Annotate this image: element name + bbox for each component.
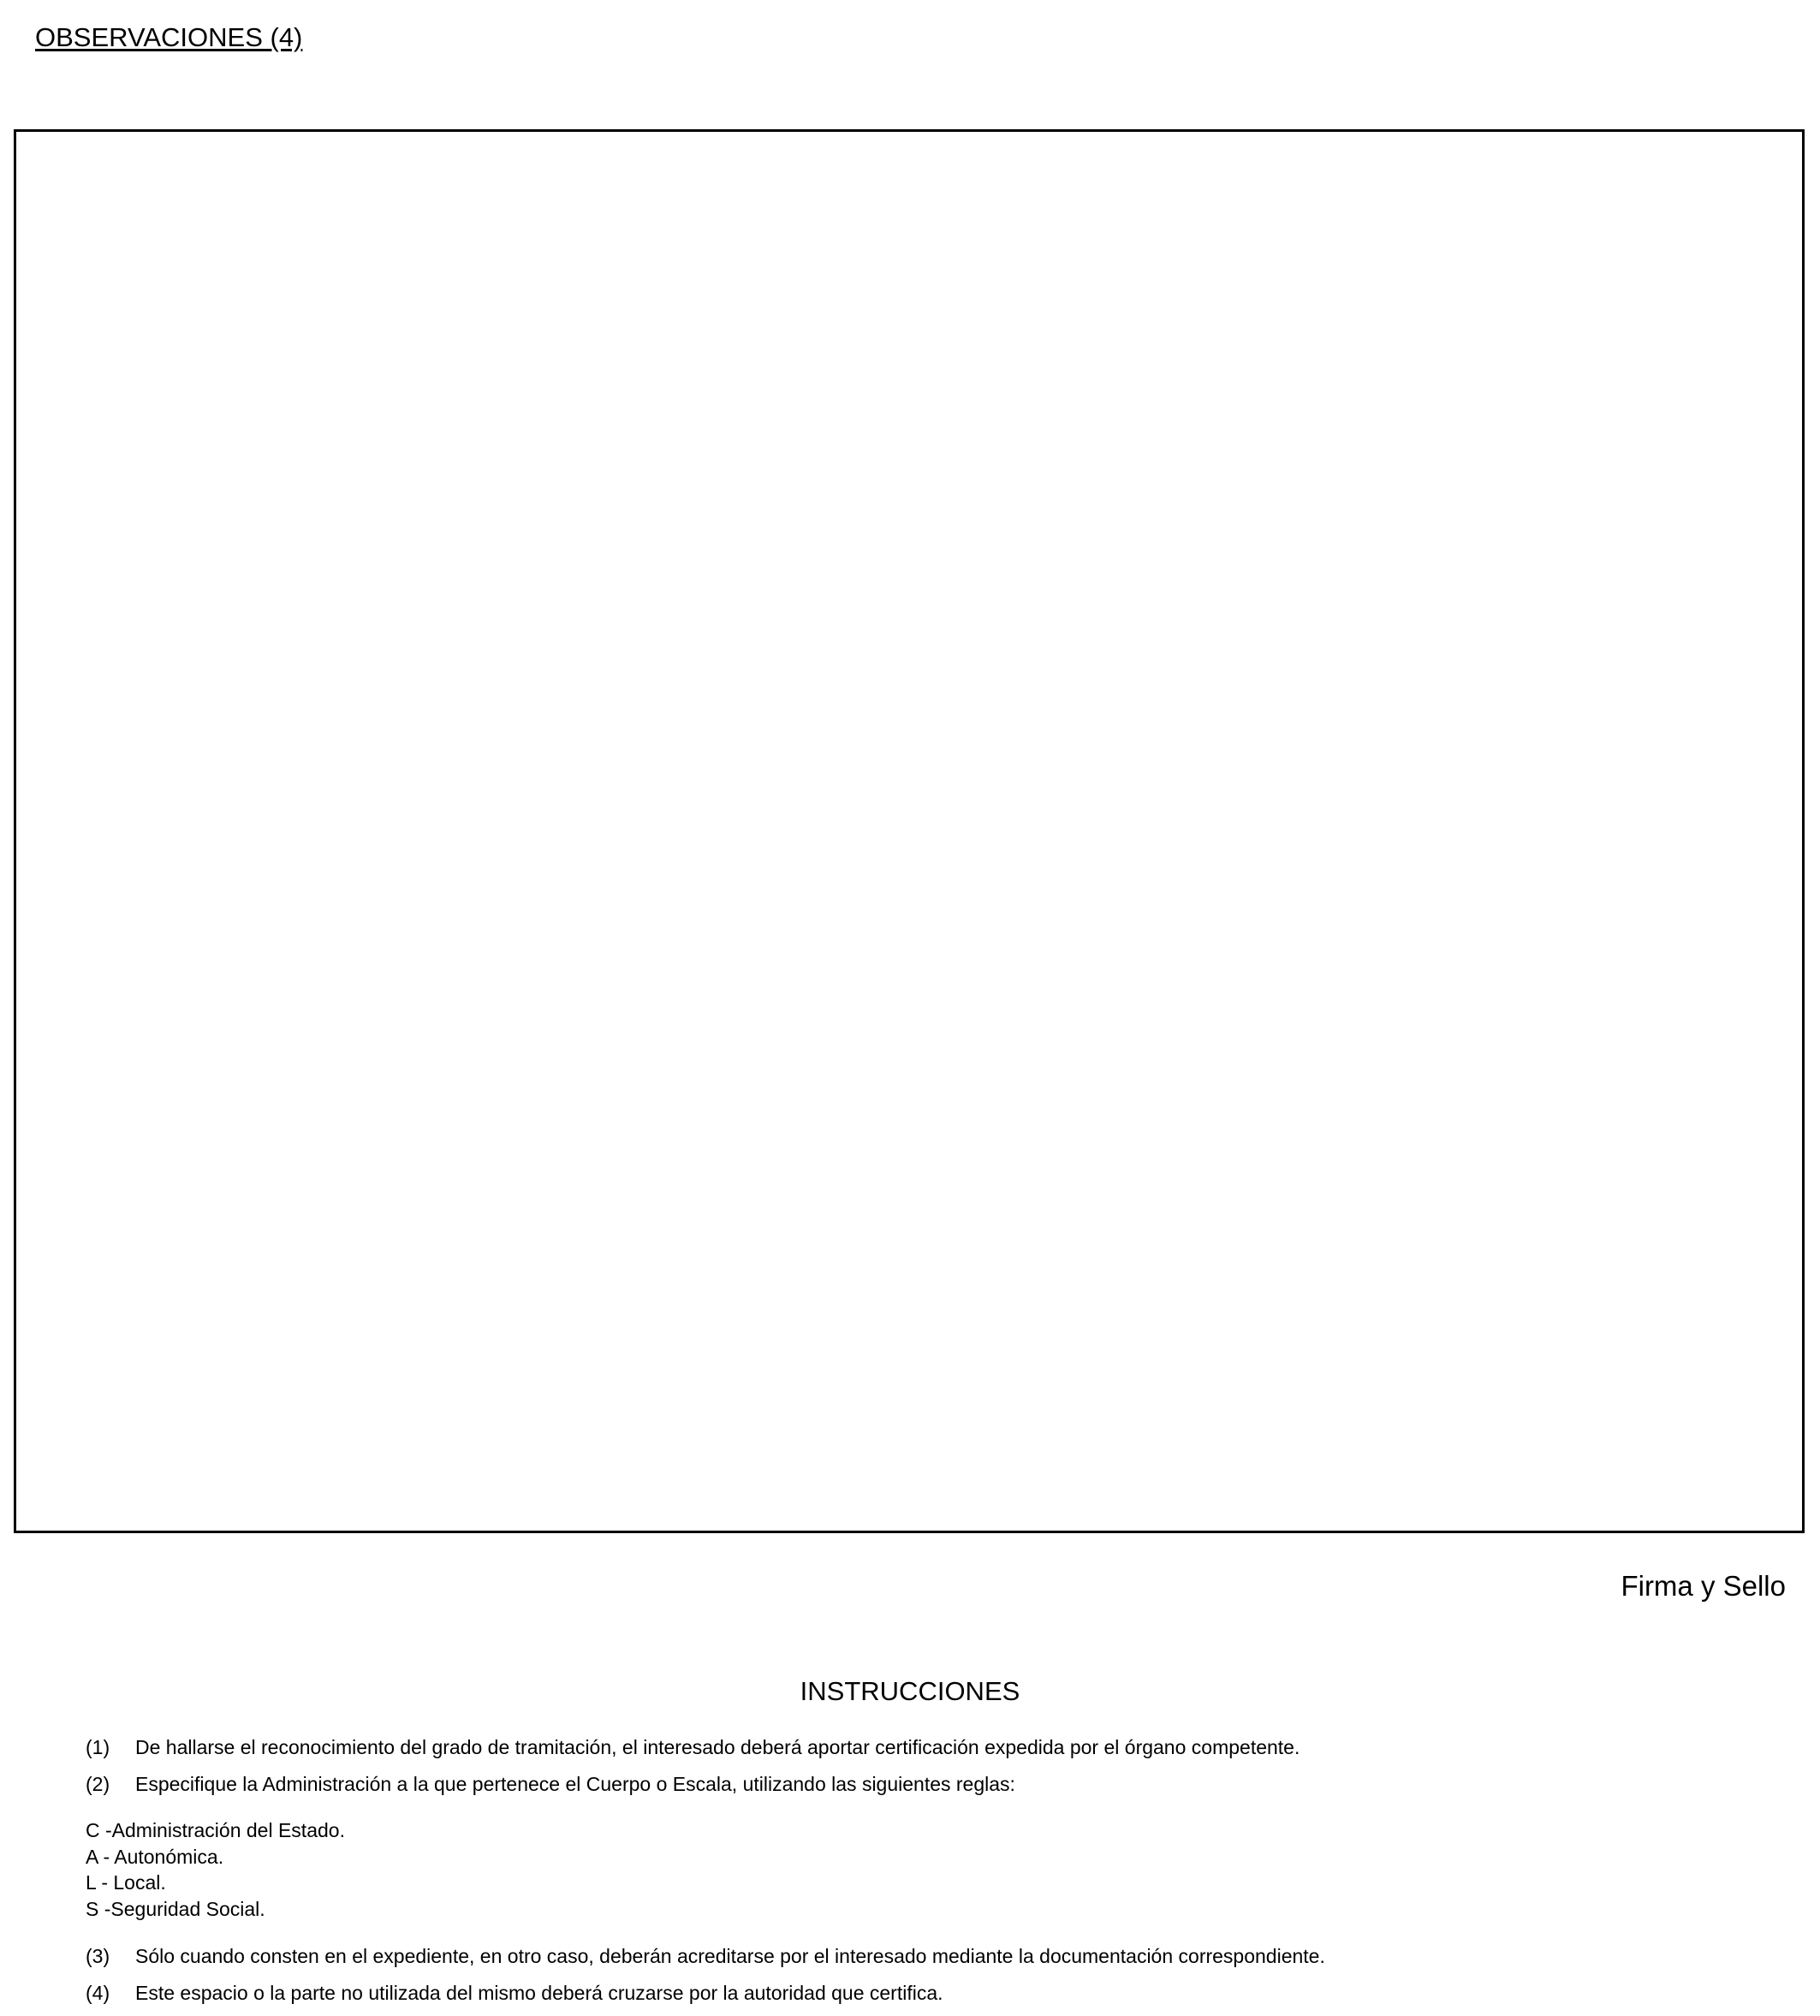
note-number: (2) <box>86 1773 110 1795</box>
note-text: Sólo cuando consten en el expediente, en otro caso, deberán acreditarse por el interesado mediante la documentación correspondiente. <box>135 1945 1325 1967</box>
note-text: De hallarse el reconocimiento del grado de tramitación, el interesado deberá aportar certificación expedida por el órgano competente. <box>135 1736 1300 1758</box>
list-item: S -Seguridad Social. <box>86 1897 265 1920</box>
note-1 <box>86 1736 1300 1759</box>
list-item: L - Local. <box>86 1871 166 1894</box>
note-text: Especifique la Administración a la que pertenece el Cuerpo o Escala, utilizando las siguientes reglas: <box>135 1773 1015 1795</box>
observaciones-heading: OBSERVACIONES (4) <box>35 22 303 52</box>
note-number: (1) <box>86 1736 110 1758</box>
note-4 <box>86 1982 943 2005</box>
note-number: (4) <box>86 1982 110 2004</box>
signature-label: Firma y Sello <box>1621 1570 1786 1602</box>
list-item: C -Administración del Estado. <box>86 1819 345 1841</box>
instrucciones-title: INSTRUCCIONES <box>800 1676 1020 1706</box>
observaciones-box[interactable] <box>14 129 1805 1533</box>
list-item: A - Autonómica. <box>86 1845 224 1868</box>
note-number: (3) <box>86 1945 110 1967</box>
note-text: Este espacio o la parte no utilizada del mismo deberá cruzarse por la autoridad que certifica. <box>135 1982 943 2004</box>
note-3 <box>86 1945 1325 1968</box>
administration-codes-list <box>86 1817 345 1922</box>
note-2 <box>86 1773 1015 1796</box>
